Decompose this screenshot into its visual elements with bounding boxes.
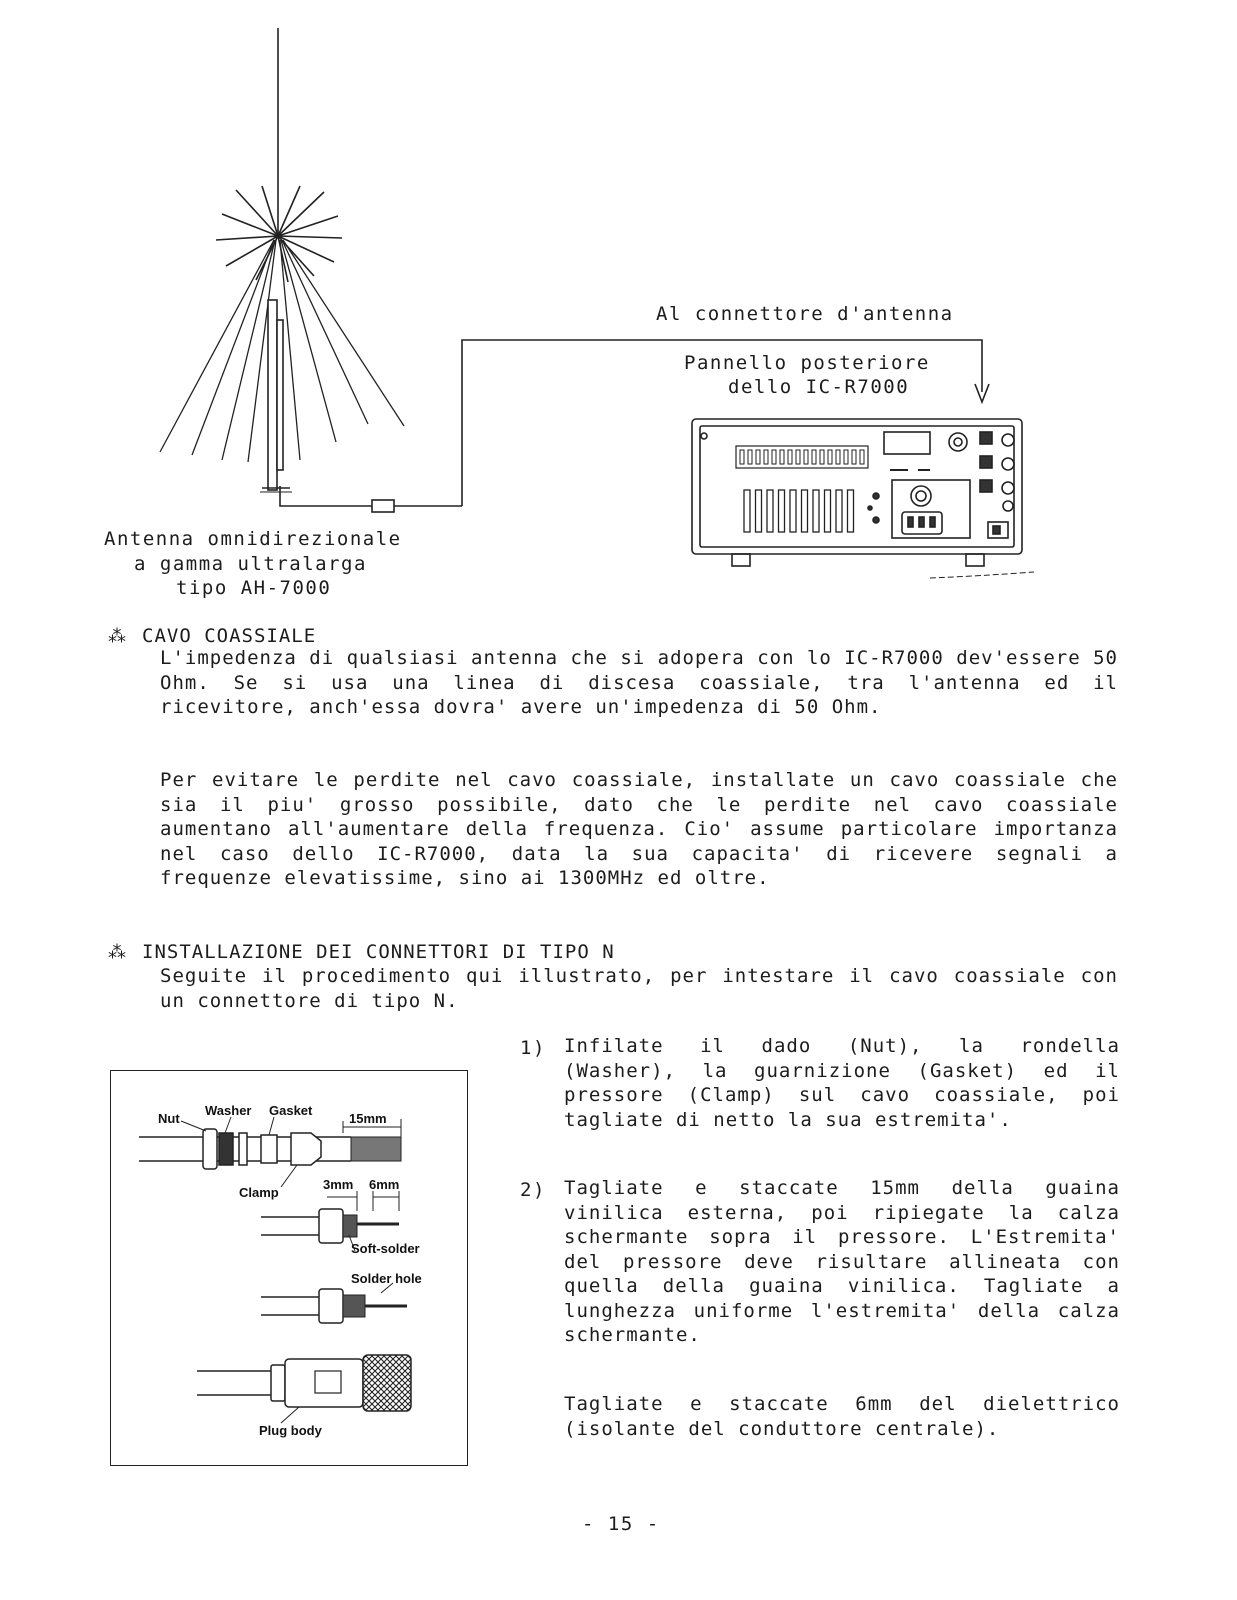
step-2-number: 2) bbox=[520, 1179, 546, 1201]
cable-destination-label: Al connettore d'antenna bbox=[656, 303, 954, 325]
antenna-connection-diagram bbox=[0, 0, 1237, 610]
foot-right bbox=[966, 554, 984, 566]
step-1-number: 1) bbox=[520, 1037, 546, 1059]
asterisk-bullet-icon: ⁂ bbox=[108, 626, 127, 647]
step-1-text: Infilate il dado (Nut), la rondella (Washer), la guarnizione (Gasket) ed il pressore (Clamp) sul cavo coassiale, poi tagliate di netto la sua estremita'. bbox=[564, 1035, 1120, 1131]
coax-paragraph-1: L'impedenza di qualsiasi antenna che si adopera con lo IC-R7000 dev'essere 50 Ohm. Se si usa una linea di discesa coassiale, tra l'antenna ed il ricevitore, anch'essa dovra' avere un'impedenza di 50 Ohm. bbox=[160, 647, 1118, 718]
receiver-rear-panel bbox=[692, 419, 1034, 578]
label-plug-body: Plug body bbox=[259, 1423, 322, 1438]
connector-intro: Seguite il procedimento qui illustrato, per intestare il cavo coassiale con un connettore di tipo N. bbox=[160, 965, 1118, 1012]
label-solder-hole: Solder hole bbox=[351, 1271, 422, 1286]
asterisk-bullet-icon: ⁂ bbox=[108, 942, 127, 963]
panel-label-line1: Pannello posteriore bbox=[684, 352, 930, 374]
label-3mm: 3mm bbox=[323, 1177, 354, 1192]
label-15mm: 15mm bbox=[349, 1111, 387, 1126]
antenna-label-line2: a gamma ultralarga bbox=[134, 553, 367, 575]
foot-left bbox=[732, 554, 750, 566]
label-nut: Nut bbox=[158, 1111, 180, 1126]
nut-part bbox=[203, 1129, 217, 1169]
antenna-disc-spokes bbox=[216, 186, 342, 282]
section-connector-title: INSTALLAZIONE DEI CONNETTORI DI TIPO N bbox=[142, 941, 615, 963]
section-connector-heading bbox=[108, 940, 615, 965]
clamp-part bbox=[291, 1133, 321, 1165]
label-soft-solder: Soft-solder bbox=[351, 1241, 420, 1256]
step-2-text: Tagliate e staccate 15mm della guaina vinilica esterna, poi ripiegate la calza schermante sopra il pressore. L'Estremita' del pressore deve risultare allineata con quella della guaina vinilica. Tagliate a lunghezza uniforme l'estremita' della calza schermante. bbox=[564, 1177, 1120, 1346]
antenna-label-line1: Antenna omnidirezionale bbox=[104, 528, 402, 550]
label-6mm: 6mm bbox=[369, 1177, 400, 1192]
page-number: - 15 - bbox=[582, 1513, 660, 1535]
panel-label-line2: dello IC-R7000 bbox=[728, 376, 910, 398]
section-coax-title: CAVO COASSIALE bbox=[142, 625, 317, 647]
label-gasket: Gasket bbox=[269, 1103, 313, 1118]
n-connector-illustration bbox=[111, 1071, 467, 1465]
washer-part bbox=[219, 1133, 233, 1165]
step-2-extra-text: Tagliate e staccate 6mm del dielettrico (isolante del conduttore centrale). bbox=[564, 1393, 1120, 1440]
label-clamp: Clamp bbox=[239, 1185, 279, 1200]
plug-coupling-nut bbox=[363, 1355, 411, 1411]
gasket-part bbox=[261, 1135, 277, 1163]
antenna-cable-lower bbox=[280, 486, 372, 506]
antenna-label-line3: tipo AH-7000 bbox=[176, 577, 332, 599]
antenna-mast bbox=[268, 300, 277, 490]
coax-paragraph-2: Per evitare le perdite nel cavo coassiale, installate un cavo coassiale che sia il piu' grosso possibile, dato che le perdite nel cavo coassiale aumentano all'aumentare della frequenza. Cio' assume particolare importanza nel caso dello IC-R7000, data la sua capacita' di ricevere segnali a frequenze elevatissime, sino ai 1300MHz ed oltre. bbox=[160, 769, 1118, 889]
n-connector-figure bbox=[110, 1070, 468, 1466]
label-washer: Washer bbox=[205, 1103, 252, 1118]
